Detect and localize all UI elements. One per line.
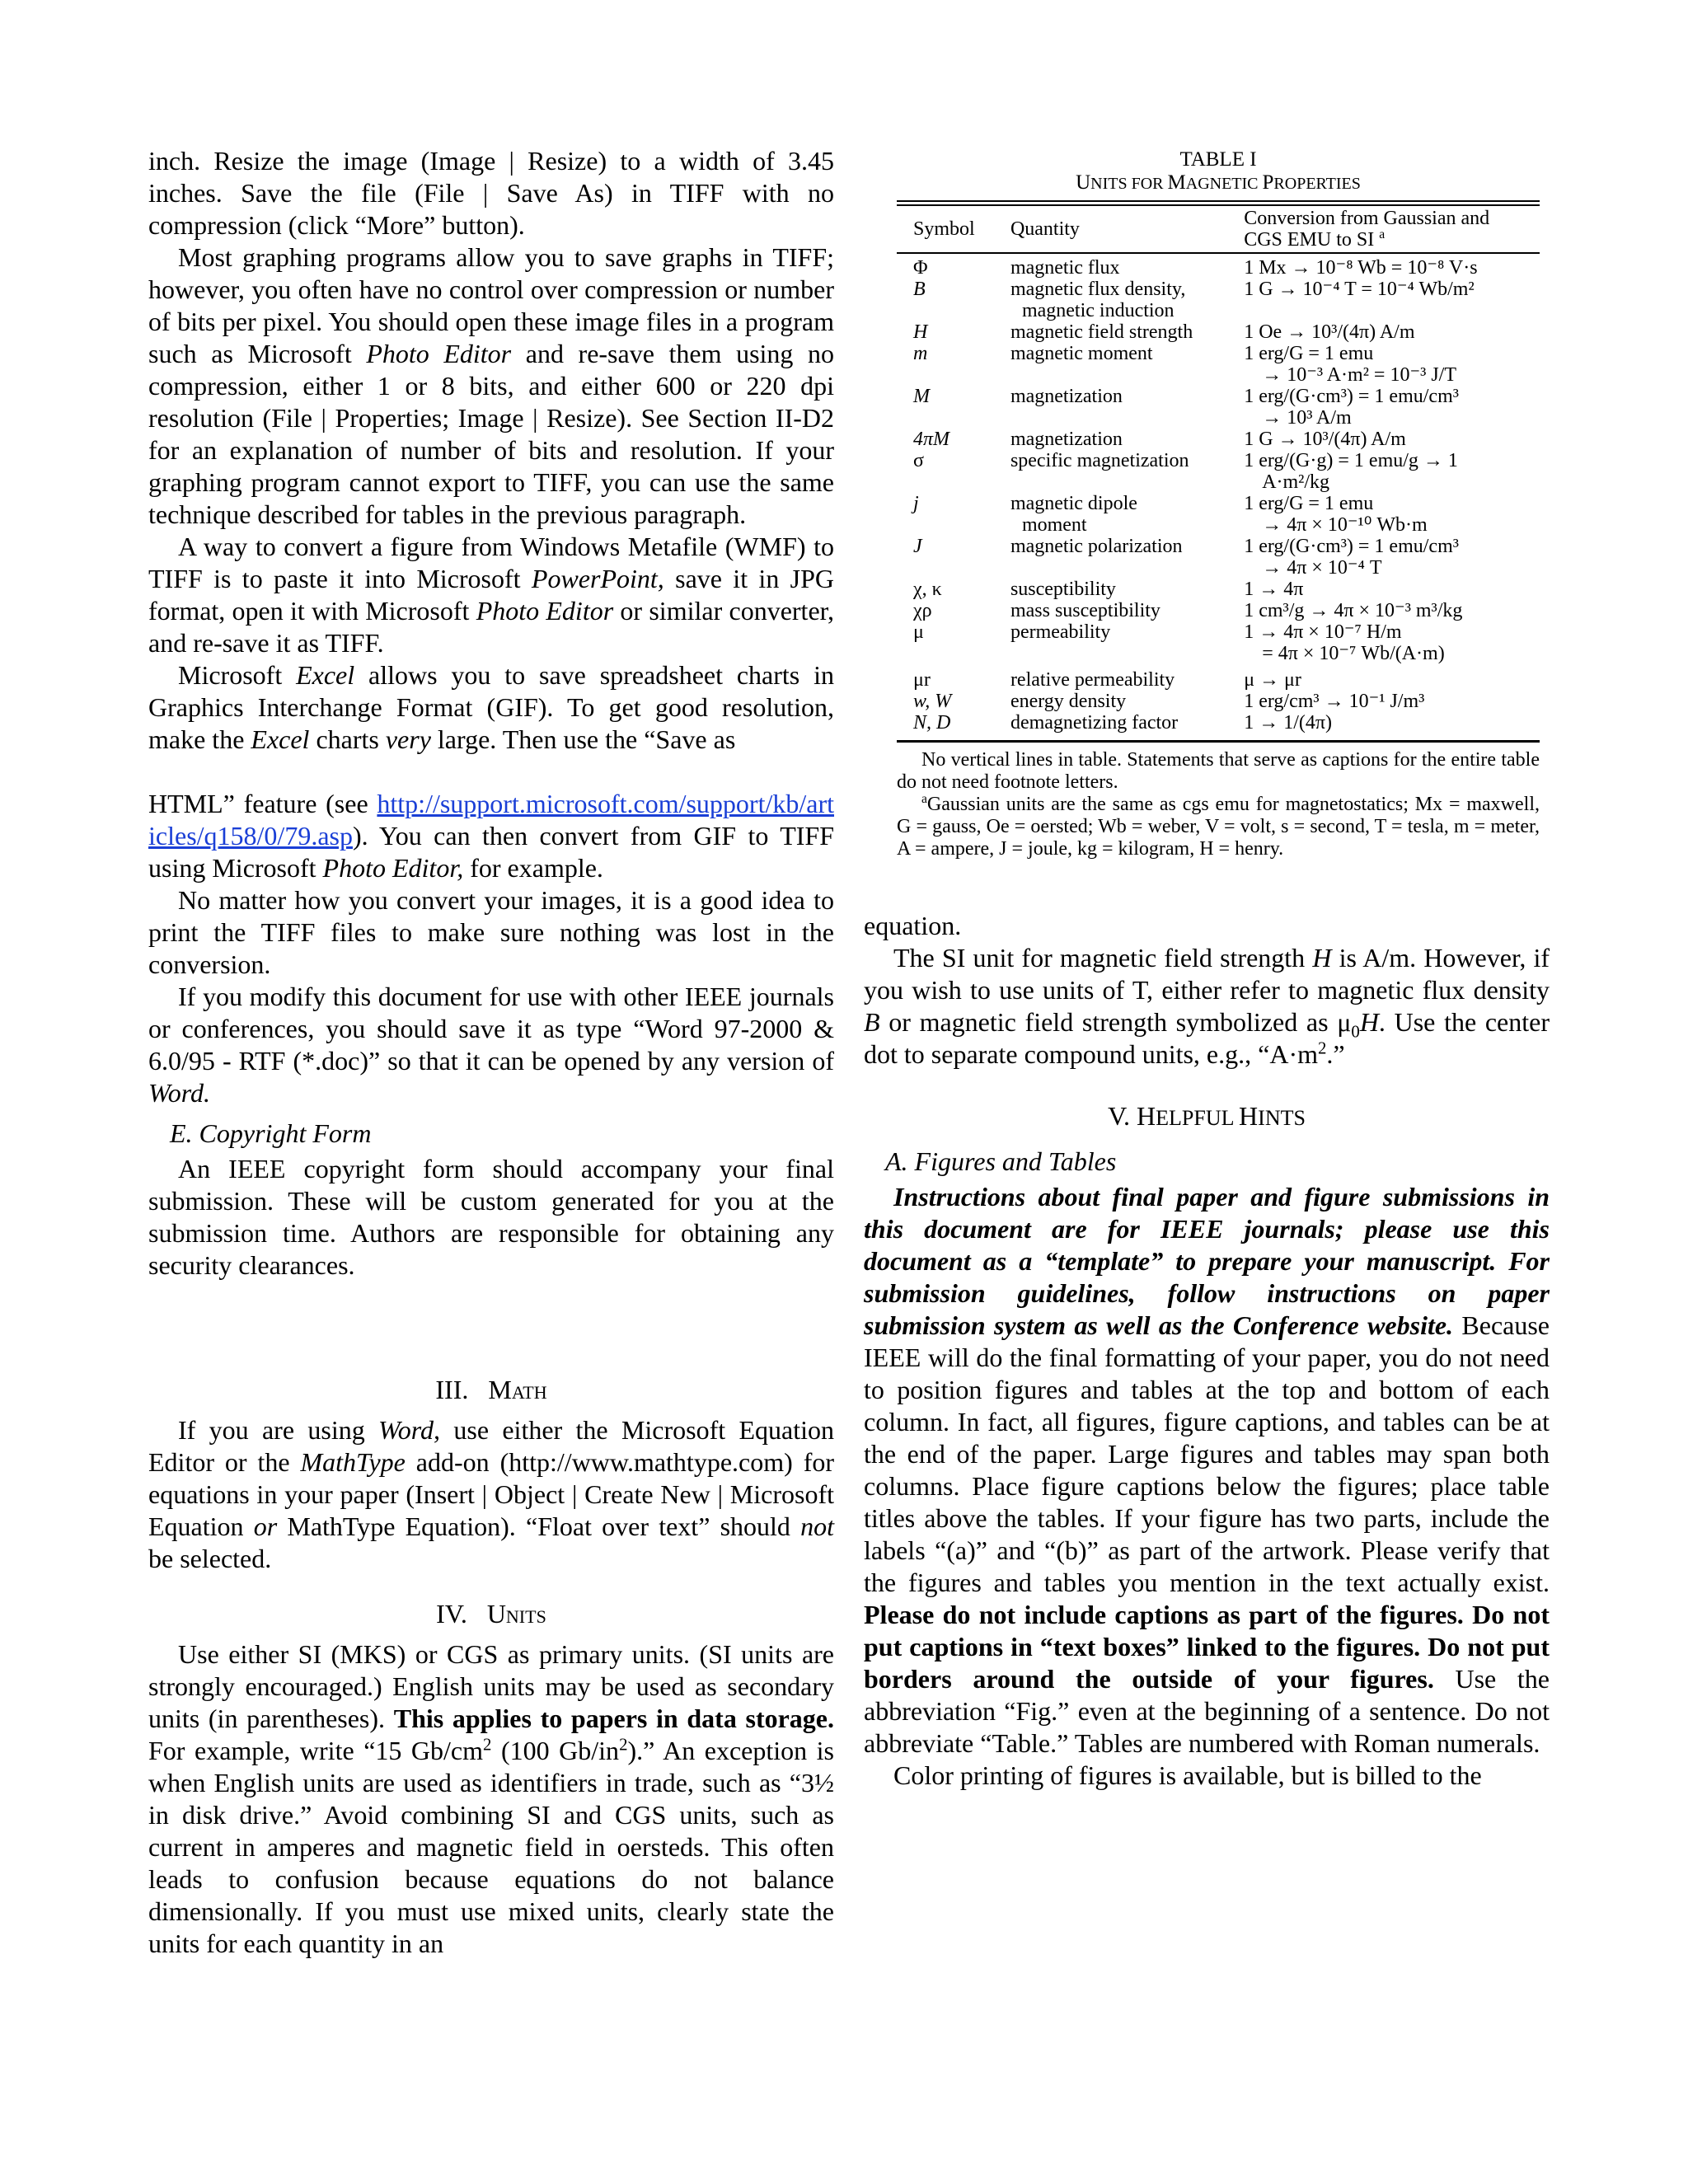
table-row [897,536,1540,579]
table-row [897,343,1540,386]
cell-symbol: μ [913,621,924,643]
table-header-row [897,206,1540,252]
units-table [897,148,1540,860]
table-label: TABLE I [1179,148,1257,171]
header-conversion: Conversion from Gaussian and CGS EMU to SI $^a$ [1244,208,1490,251]
cell-conversion: 1 erg/cm³ → 10⁻¹ J/m³ [1244,691,1425,712]
section-heading: V. HELPFUL HINTS [1108,1101,1306,1131]
table-row [897,712,1540,733]
cell-conversion: 1 erg/(G·cm³) = 1 emu/cm³ → 10³ A/m [1244,386,1459,429]
cell-quantity: magnetization [1010,429,1123,450]
section-heading: IV. Units [436,1599,546,1629]
paragraph: Microsoft Excel allows you to save spreadsheet charts in Graphics Interchange Format (GIF). To get good resolution, make the Excel charts very large. Then use the “Save as [148,660,835,754]
cell-conversion: 1 erg/G = 1 emu → 10⁻³ A·m² = 10⁻³ J/T [1244,343,1456,386]
cell-symbol: μr [913,669,931,691]
table-top-rule [897,200,1540,206]
cell-conversion: 1 erg/(G·cm³) = 1 emu/cm³ → 4π × 10⁻⁴ T [1244,536,1459,579]
cell-conversion: 1 Mx → 10⁻⁸ Wb = 10⁻⁸ V·s [1244,257,1478,279]
left-column [148,145,834,1960]
cell-symbol: H [913,321,928,343]
paragraph: equation. [864,911,962,940]
cell-conversion: 1 cm³/g → 4π × 10⁻³ m³/kg [1244,600,1463,621]
table-row [897,600,1540,621]
table-title: UNITS FOR MAGNETIC PROPERTIES [1076,171,1361,194]
cell-quantity: magnetic flux [1010,257,1120,279]
subsection-heading: A. Figures and Tables [885,1146,1117,1176]
table-row [897,691,1540,712]
cell-quantity: energy density [1010,691,1127,712]
cell-symbol: 4πM [913,429,950,450]
cell-quantity: susceptibility [1010,579,1116,600]
cell-conversion: 1 G → 10⁻⁴ T = 10⁻⁴ Wb/m² [1244,279,1475,300]
paragraph: Most graphing programs allow you to save graphs in TIFF; however, you often have no control over compression or number of bits per pixel. You should open these image files in a program such as Microsoft Photo Editor and re-save them using no compression, either 1 or 8 bits, and either 600 or 220 dpi resolution (File | Properties; Image | Resize). See Section II-D2 for an explanation of number of bits and resolution. If your graphing program cannot export to TIFF, you can use the same technique described for tables in the previous paragraph. [148,242,835,529]
cell-symbol: M [913,386,930,407]
table-row [897,257,1540,279]
table-row [897,450,1540,493]
cell-symbol: σ [913,450,924,471]
cell-conversion: 1 Oe → 10³/(4π) A/m [1244,321,1415,343]
table-row [897,321,1540,343]
table-row [897,429,1540,450]
cell-quantity: magnetization [1010,386,1123,407]
paragraph: A way to convert a figure from Windows Metafile (WMF) to TIFF is to paste it into Microsoft PowerPoint, save it in JPG format, open it with Microsoft Photo Editor or similar converter, and re-save it as TIFF. [148,532,835,658]
table-body [897,206,1540,733]
table-note: No vertical lines in table. Statements that serve as captions for the entire table do not need footnote letters. [897,749,1540,793]
cell-conversion: μ → μr [1244,669,1301,691]
spacer [148,1282,834,1374]
cell-quantity: magnetic polarization [1010,536,1183,557]
table-notes [897,749,1540,860]
cell-conversion: 1 → 1/(4π) [1244,712,1332,733]
cell-symbol: N, D [913,712,951,733]
support-link[interactable]: http://support.microsoft.com/support/kb/articles/q158/0/79.asp [148,789,834,851]
table-bottom-rule [897,740,1540,743]
cell-conversion: 1 G → 10³/(4π) A/m [1244,429,1406,450]
cell-symbol: Φ [913,257,928,279]
cell-symbol: J [913,536,922,557]
right-column [864,148,1550,1792]
header-quantity: Quantity [1010,218,1080,240]
table-row [897,669,1540,691]
paragraph: Color printing of figures is available, but is billed to the [893,1760,1482,1790]
cell-conversion: 1 erg/(G·g) = 1 emu/g → 1 A·m²/kg [1244,450,1458,493]
cell-quantity: relative permeability [1010,669,1175,691]
cell-symbol: χ, κ [913,579,942,600]
paragraph: No matter how you convert your images, it is a good idea to print the TIFF files to make sure nothing was lost in the conversion. [148,885,834,979]
cell-quantity: magnetic dipole moment [1010,493,1137,536]
cell-quantity: demagnetizing factor [1010,712,1179,733]
paragraph: Use either SI (MKS) or CGS as primary units. (SI units are strongly encouraged.) English units may be used as secondary units (in parentheses). This applies to papers in data storage. For example, write “15 $Gb/cm^2$ (100 $Gb/in^2$).” An exception is when English units are used as identifiers in trade, such as “3½ in disk drive.” Avoid combining SI and CGS units, such as current in amperes and magnetic field in oersteds. This often leads to confusion because equations do not balance dimensionally. If you must use mixed units, clearly state the units for each quantity in an [148,1639,835,1958]
paragraph: inch. Resize the image (Image | Resize) to a width of 3.45 inches. Save the file (File | Save As) in TIFF with no compression (click “More” button). [148,146,834,240]
header-symbol: Symbol [913,218,975,240]
spacer [148,756,834,788]
cell-quantity: permeability [1010,621,1111,643]
cell-conversion: 1 → 4π × 10⁻⁷ H/m = 4π × 10⁻⁷ Wb/(A·m) [1244,621,1445,664]
subsection-heading: E. Copyright Form [170,1118,372,1148]
cell-quantity: mass susceptibility [1010,600,1160,621]
paragraph: If you modify this document for use with other IEEE journals or conferences, you should save it as type “Word 97-2000 & 6.0/95 - RTF (*.doc)” so that it can be opened by any version of Word. [148,982,834,1108]
paragraph: The SI unit for magnetic field strength H is A/m. However, if you wish to use units of T, either refer to magnetic flux density B or magnetic field strength symbolized as $\mu_0H$. Use the center dot to separate compound units, e.g., “$A\cdot m^2$.” [864,943,1550,1069]
cell-quantity: magnetic flux density, magnetic induction [1010,279,1186,321]
cell-conversion: 1 erg/G = 1 emu → 4π × 10⁻¹⁰ Wb·m [1244,493,1428,536]
paragraph: If you are using Word, use either the Microsoft Equation Editor or the MathType add-on (http://www.mathtype.com) for equations in your paper (Insert | Object | Create New | Microsoft Equation or MathType Equation). “Float over text” should not be selected. [148,1415,835,1573]
table-row [897,386,1540,429]
cell-conversion: 1 → 4π [1244,579,1304,600]
table-row [897,579,1540,600]
table-row [897,279,1540,321]
paragraph: An IEEE copyright form should accompany your final submission. These will be custom generated for you at the submission time. Authors are responsible for obtaining any security clearances. [148,1154,834,1280]
cell-symbol: m [913,343,928,364]
paragraph: Instructions about final paper and figure submissions in this document are for IEEE journals; please use this document as a “template” to prepare your manuscript. For submission guidelines, follow instructions on paper submission system as well as the Conference website. Because IEEE will do the final formatting of your paper, you do not need to position figures and tables at the top and bottom of each column. In fact, all figures, figure captions, and tables can be at the end of the paper. Large figures and tables may span both columns. Place figure captions below the figures; place table titles above the tables. If your figure has two parts, include the labels “(a)” and “(b)” as part of the artwork. Please verify that the figures and tables you mention in the text actually exist. Please do not include captions as part of the figures. Do not put captions in “text boxes” linked to the figures. Do not put borders around the outside of your figures. Use the abbreviation “Fig.” even at the beginning of a sentence. Do not abbreviate “Table.” Tables are numbered with Roman numerals. [864,1182,1550,1758]
header-rule [897,252,1540,254]
section-heading: III. Math [435,1375,547,1404]
table-footnote: $^a$Gaussian units are the same as cgs emu for magnetostatics; Mx = maxwell, G = gauss, Oe = oersted; Wb = weber, V = volt, s = second, T = tesla, m = meter, A = ampere, J = joule, kg = kilogram, H = henry. [897,792,1540,860]
paragraph: HTML” feature (see http://support.microsoft.com/support/kb/articles/q158/0/79.asp). You can then convert from GIF to TIFF using Microsoft Photo Editor, for example. [148,789,834,883]
cell-symbol: B [913,279,926,300]
cell-quantity: specific magnetization [1010,450,1189,471]
cell-quantity: magnetic field strength [1010,321,1193,343]
cell-symbol: j [913,493,919,514]
cell-symbol: w, W [913,691,952,712]
cell-symbol: χρ [913,600,932,621]
table-row [897,493,1540,536]
table-row [897,621,1540,664]
cell-quantity: magnetic moment [1010,343,1153,364]
